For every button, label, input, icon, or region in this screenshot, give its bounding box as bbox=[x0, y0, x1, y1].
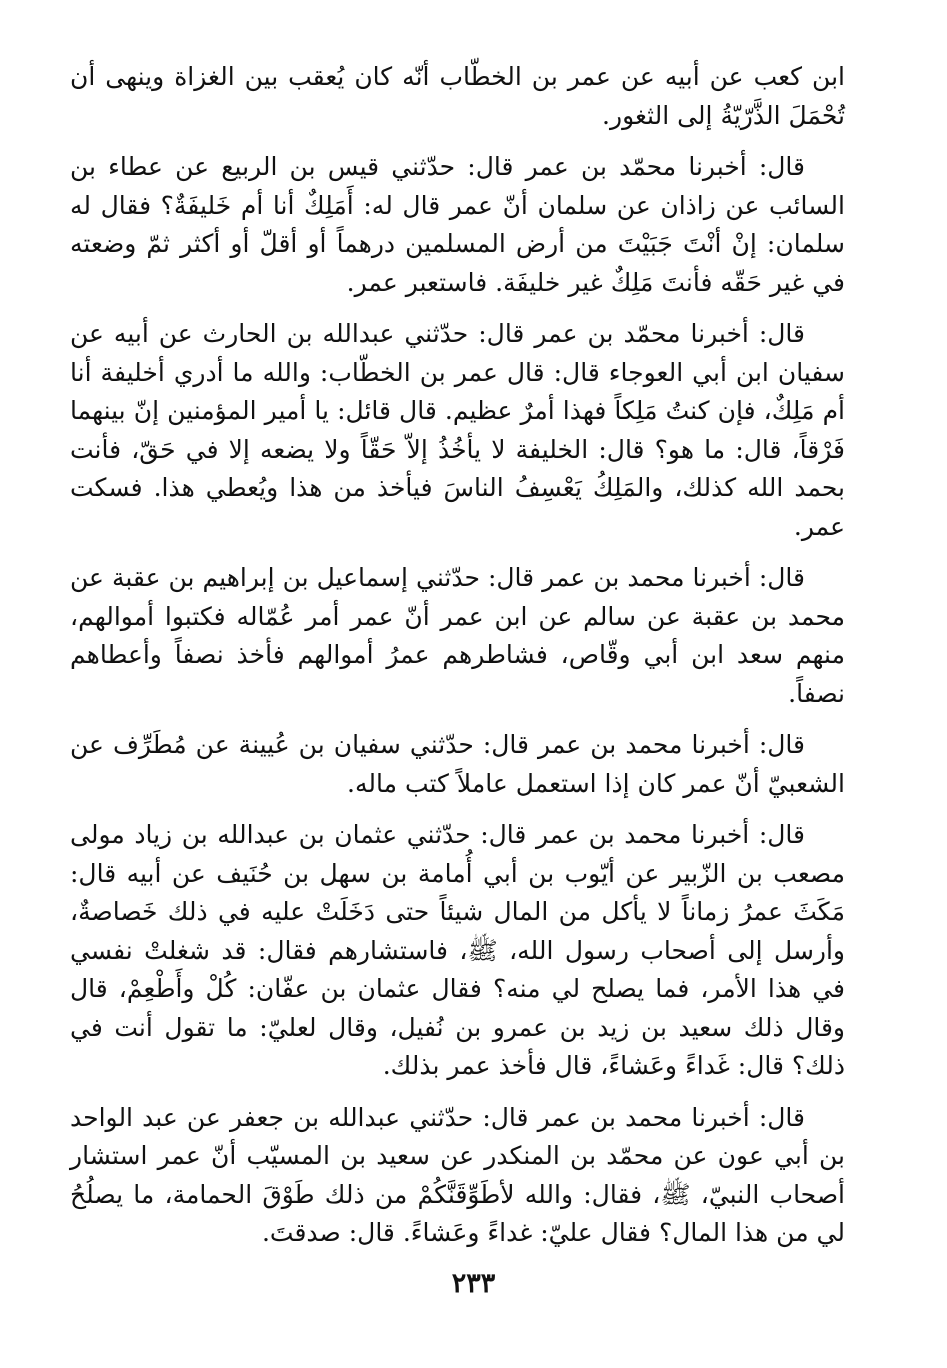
paragraph-2: قال: أخبرنا محمّد بن عمر قال: حدّثني قيس بن الربيع عن عطاء بن السائب عن زاذان عن سلمان أنّ عمر قال له: أَمَلِكٌ أنا أم خَليفَةٌ؟ فقال له سلمان: إنْ أنْتَ جَبَيْتَ من أرض المسلمين درهماً أو أقلّ أو أكثر ثمّ وضعته في غير حَقّه فأنتَ مَلِكٌ غير خليفَة. فاستعبر عمر. bbox=[70, 152, 845, 297]
paragraph-3: قال: أخبرنا محمّد بن عمر قال: حدّثني عبدالله بن الحارث عن أبيه عن سفيان ابن أبي العوجاء قال: قال عمر بن الخطّاب: والله ما أدري أخليفة أنا أم مَلِكٌ، فإن كنتُ مَلِكاً فهذا أمرٌ عظيم. قال قائل: يا أمير المؤمنين إنّ بينهما فَرْقاً، قال: ما هو؟ قال: الخليفة لا يأخُذُ إلاّ حَقّاً ولا يضعه إلا في حَقّ، فأنت بحمد الله كذلك، والمَلِكُ يَعْسِفُ الناسَ فيأخذ من هذا ويُعطي هذا. فسكت عمر. bbox=[70, 319, 845, 541]
paragraph-6: قال: أخبرنا محمد بن عمر قال: حدّثني عثمان بن عبدالله بن زياد مولى مصعب بن الزّبير عن أيّوب بن أبي أُمامة بن سهل بن حُنَيف عن أبيه قال: مَكَثَ عمرُ زماناً لا يأكل من المال شيئاً حتى دَخَلَتْ عليه في ذلك خَصاصةٌ، وأرسل إلى أصحاب رسول الله، ﷺ، فاستشارهم فقال: قد شغلتْ نفسي في هذا الأمر، فما يصلح لي منه؟ فقال عثمان بن عفّان: كُلْ وأَطْعِمْ، قال وقال ذلك سعيد بن زيد بن عمرو بن نُفيل، وقال لعليّ: ما تقول أنت في ذلك؟ قال: غَداءً وعَشاءً، قال فأخذ عمر بذلك. bbox=[70, 820, 845, 1080]
page-number: ٢٣٣ bbox=[451, 1268, 496, 1299]
page-body bbox=[70, 58, 845, 1266]
paragraph-7: قال: أخبرنا محمد بن عمر قال: حدّثني عبدالله بن جعفر عن عبد الواحد بن أبي عون عن محمّد بن المنكدر عن سعيد بن المسيّب أنّ عمر استشار أصحاب النبيّ، ﷺ، فقال: والله لأطَوِّقَنَّكُمْ من ذلك طَوْقَ الحمامة، ما يصلُحُ لي من هذا المال؟ فقال عليّ: غداءً وعَشاءً. قال: صدقتَ. bbox=[70, 1102, 845, 1247]
paragraph-5: قال: أخبرنا محمد بن عمر قال: حدّثني سفيان بن عُيينة عن مُطَرِّف عن الشعبيّ أنّ عمر كان إذا استعمل عاملاً كتب ماله. bbox=[70, 730, 845, 798]
paragraph-4: قال: أخبرنا محمد بن عمر قال: حدّثني إسماعيل بن إبراهيم بن عقبة عن محمد بن عقبة عن سالم عن ابن عمر أنّ عمر أمر عُمّاله فكتبوا أموالهم، منهم سعد ابن أبي وقّاص، فشاطرهم عمرُ أموالهم فأخذ نصفاً وأعطاهم نصفاً. bbox=[70, 563, 845, 708]
paragraph-1: ابن كعب عن أبيه عن عمر بن الخطّاب أنّه كان يُعقب بين الغزاة وينهى أن تُحْمَلَ الذَّرّيّةُ إلى الثغور. bbox=[70, 62, 845, 130]
